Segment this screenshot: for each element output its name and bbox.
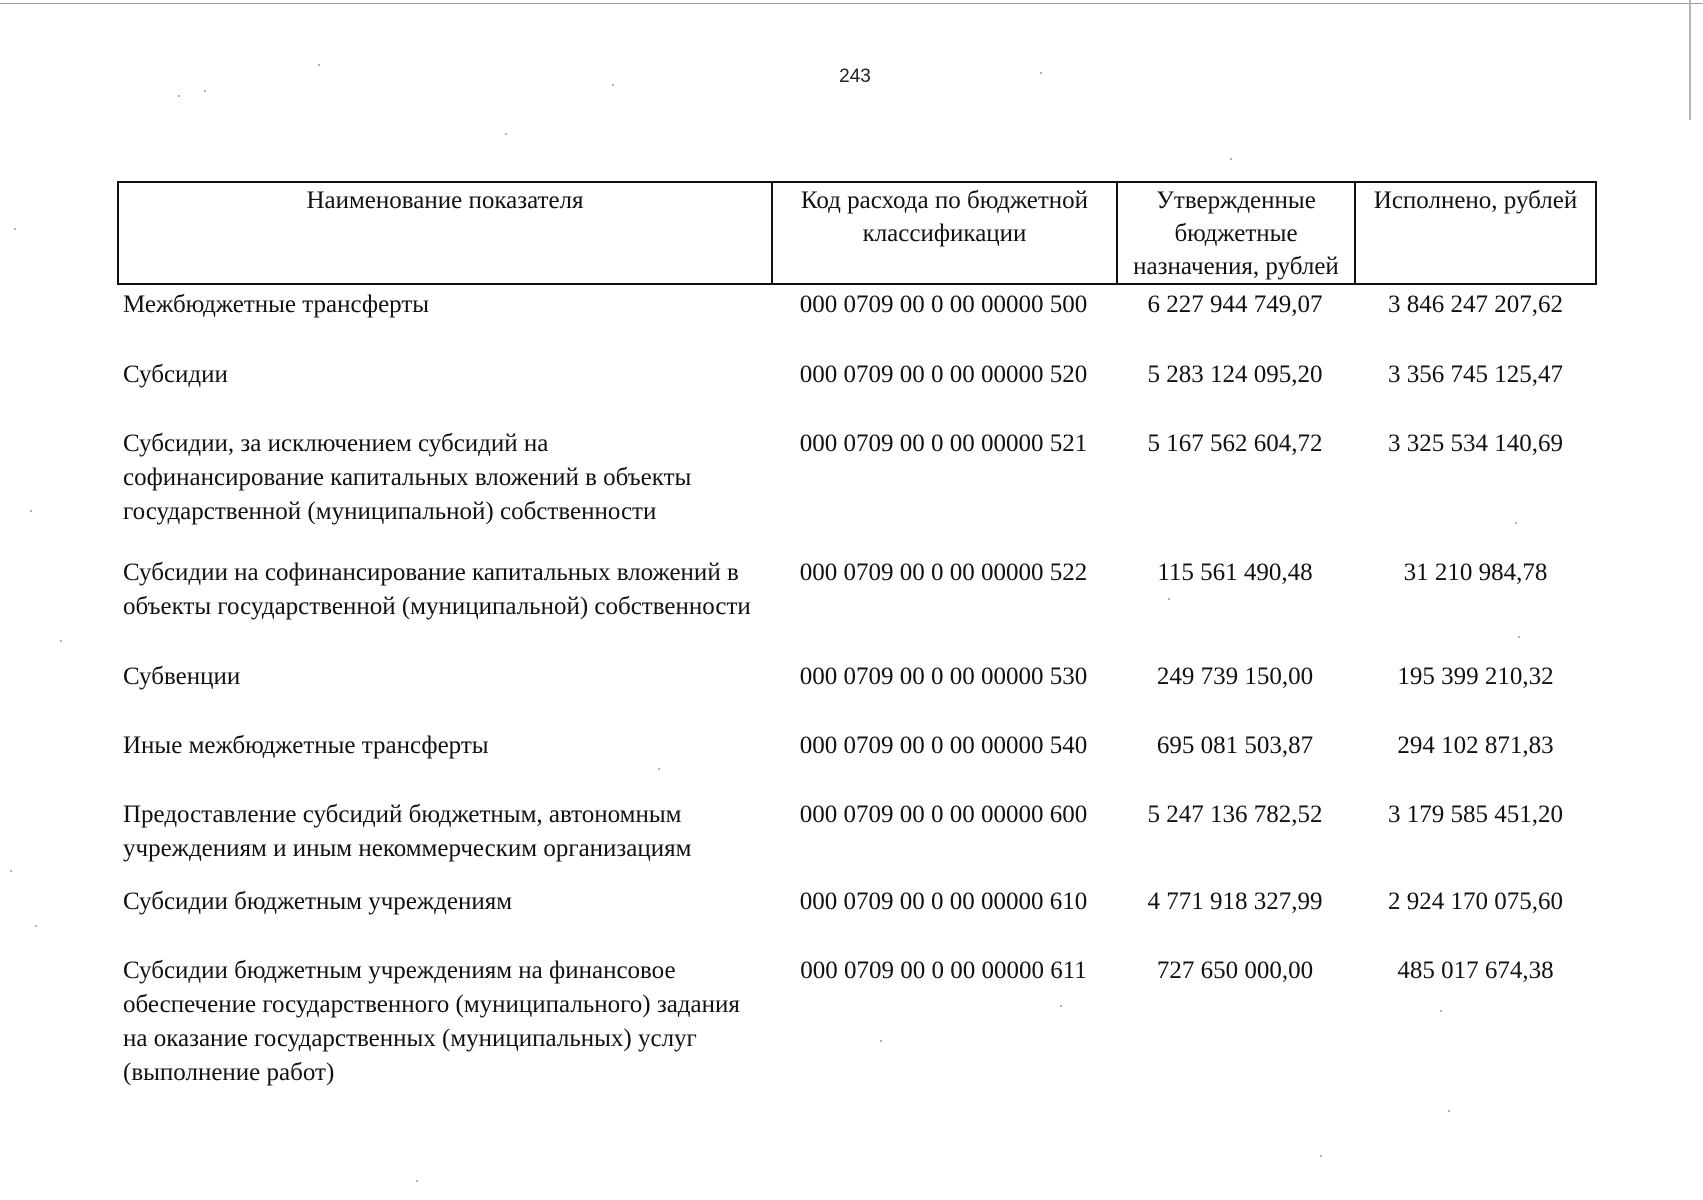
row-executed: 195 399 210,32 bbox=[1397, 663, 1554, 690]
row-name: Субсидии бюджетным учреждениям на финансовое обеспечение государственного (муниципального) задания на оказание государственных (муниципальных) услуг (выполнение работ) bbox=[123, 957, 740, 1086]
row-name: Субсидии, за исключением субсидий на софинансирование капитальных вложений в объекты государственной (муниципальной) собственности bbox=[123, 430, 692, 525]
row-approved: 5 247 136 782,52 bbox=[1147, 801, 1323, 828]
header-name: Наименование показателя bbox=[119, 183, 773, 283]
row-approved: 4 771 918 327,99 bbox=[1147, 888, 1323, 915]
row-name: Субсидии бюджетным учреждениям bbox=[123, 888, 513, 915]
row-name: Межбюджетные трансферты bbox=[123, 291, 430, 318]
row-name: Иные межбюджетные трансферты bbox=[123, 732, 489, 759]
row-executed: 31 210 984,78 bbox=[1403, 559, 1548, 586]
header-code: Код расхода по бюджетной классификации bbox=[773, 183, 1118, 283]
row-executed: 3 846 247 207,62 bbox=[1388, 291, 1563, 318]
row-code: 000 0709 00 0 00 00000 611 bbox=[800, 957, 1087, 984]
row-approved: 727 650 000,00 bbox=[1156, 957, 1314, 984]
row-approved: 695 081 503,87 bbox=[1156, 732, 1314, 759]
row-executed: 3 179 585 451,20 bbox=[1388, 801, 1563, 828]
row-code: 000 0709 00 0 00 00000 522 bbox=[799, 559, 1088, 586]
row-executed: 485 017 674,38 bbox=[1397, 957, 1554, 984]
row-executed: 294 102 871,83 bbox=[1397, 732, 1554, 759]
row-approved: 6 227 944 749,07 bbox=[1147, 291, 1323, 318]
row-executed: 3 325 534 140,69 bbox=[1388, 430, 1563, 457]
row-name: Субвенции bbox=[123, 663, 241, 690]
header-executed: Исполнено, рублей bbox=[1373, 187, 1578, 214]
header-approved: Утвержденные бюджетные назначения, рублей bbox=[1118, 183, 1356, 283]
row-code: 000 0709 00 0 00 00000 521 bbox=[799, 430, 1088, 457]
row-code: 000 0709 00 0 00 00000 610 bbox=[799, 888, 1088, 915]
row-approved: 249 739 150,00 bbox=[1156, 663, 1314, 690]
row-approved: 5 283 124 095,20 bbox=[1147, 361, 1323, 388]
page-number: 243 bbox=[839, 66, 871, 87]
row-name: Субсидии bbox=[123, 361, 228, 388]
row-code: 000 0709 00 0 00 00000 520 bbox=[799, 361, 1088, 388]
row-name: Предоставление субсидий бюджетным, автономным учреждениям и иным некоммерческим организациям bbox=[123, 801, 692, 862]
row-code: 000 0709 00 0 00 00000 530 bbox=[799, 663, 1088, 690]
row-executed: 3 356 745 125,47 bbox=[1388, 361, 1563, 388]
row-code: 000 0709 00 0 00 00000 600 bbox=[799, 801, 1088, 828]
row-code: 000 0709 00 0 00 00000 500 bbox=[799, 291, 1088, 318]
row-executed: 2 924 170 075,60 bbox=[1388, 888, 1563, 915]
row-approved: 115 561 490,48 bbox=[1157, 559, 1313, 586]
row-name: Субсидии на софинансирование капитальных вложений в объекты государственной (муниципальной) собственности bbox=[123, 559, 751, 620]
row-code: 000 0709 00 0 00 00000 540 bbox=[799, 732, 1088, 759]
row-approved: 5 167 562 604,72 bbox=[1147, 430, 1323, 457]
